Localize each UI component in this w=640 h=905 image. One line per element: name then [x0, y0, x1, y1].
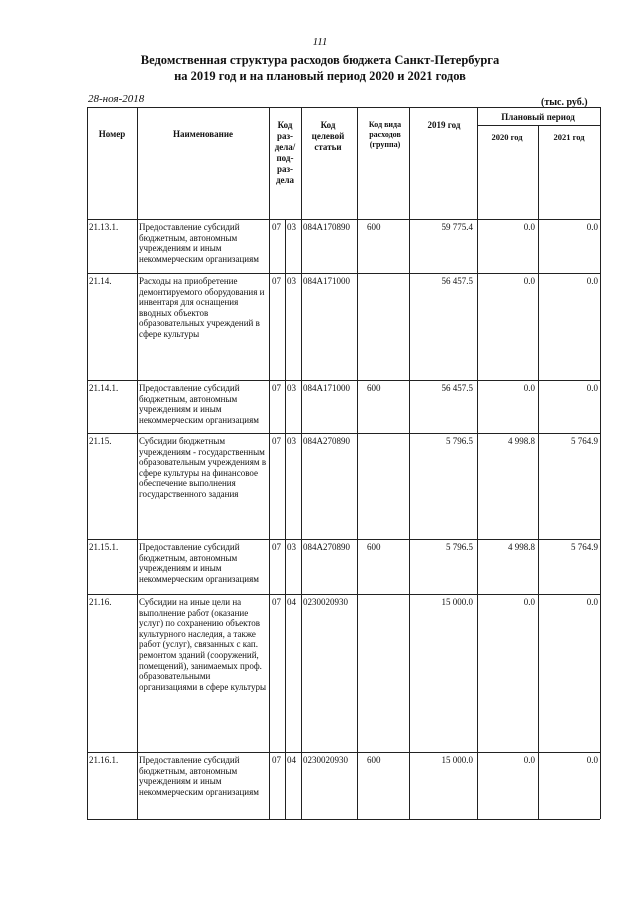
row-value-2019: 5 796.5 — [446, 542, 473, 552]
row-divider — [87, 219, 600, 220]
row-value-2020: 0.0 — [523, 383, 535, 393]
header-2021: 2021 год — [553, 132, 585, 142]
row-divider — [87, 539, 600, 540]
row-target-code: 084А170890 — [303, 222, 350, 232]
row-divider — [87, 594, 600, 595]
row-name: Субсидии бюджетным учреждениям - государственным образовательным учреждениям в сфере культуры на финансовое обеспечение выполнения государственного задания — [139, 436, 267, 499]
row-number: 21.14.1. — [89, 383, 119, 393]
row-value-2019: 59 775.4 — [441, 222, 473, 232]
row-name: Предоставление субсидий бюджетным, автономным учреждениям и иным некоммерческим организациям — [139, 542, 259, 584]
title-line-2: на 2019 год и на плановый период 2020 и 2021 годов — [174, 69, 466, 83]
column-divider — [600, 107, 601, 819]
row-number: 21.15. — [89, 436, 112, 446]
row-section-code: 07 — [272, 597, 281, 607]
column-divider — [301, 107, 302, 819]
row-expense-type: 600 — [367, 542, 381, 552]
row-value-2020: 0.0 — [523, 597, 535, 607]
row-subsection-code: 03 — [287, 222, 296, 232]
row-name: Предоставление субсидий бюджетным, автономным учреждениям и иным некоммерческим организациям — [139, 755, 259, 797]
column-divider — [357, 107, 358, 819]
header-section-code: Код раз- дела/ под- раз- дела — [274, 120, 296, 185]
row-section-code: 07 — [272, 383, 281, 393]
column-divider — [137, 107, 138, 819]
row-target-code: 0230020930 — [303, 755, 348, 765]
row-section-code: 07 — [272, 276, 281, 286]
row-divider — [87, 819, 600, 820]
row-number: 21.14. — [89, 276, 112, 286]
row-target-code: 084А171000 — [303, 383, 350, 393]
section-subsection-divider — [285, 219, 286, 819]
row-name: Субсидии на иные цели на выполнение работ (оказание услуг) по сохранению объектов культурного наследия, а также работ (услуг), связанных с кап. ремонтом зданий (сооружений, помещений), занимаемых проф. образовательными организациями в сфере культуры — [139, 597, 267, 692]
row-value-2021: 0.0 — [586, 597, 598, 607]
units-label: (тыс. руб.) — [541, 97, 588, 108]
row-value-2021: 0.0 — [586, 222, 598, 232]
row-value-2019: 56 457.5 — [441, 383, 473, 393]
row-value-2019: 15 000.0 — [441, 755, 473, 765]
row-name: Предоставление субсидий бюджетным, автономным учреждениям и иным некоммерческим организациям — [139, 383, 259, 425]
title-line-1: Ведомственная структура расходов бюджета Санкт-Петербурга — [140, 53, 500, 67]
row-value-2020: 0.0 — [523, 222, 535, 232]
row-value-2020: 4 998.8 — [508, 542, 535, 552]
row-section-code: 07 — [272, 436, 281, 446]
header-name: Наименование — [173, 129, 233, 139]
row-value-2021: 0.0 — [586, 276, 598, 286]
row-target-code: 0230020930 — [303, 597, 348, 607]
column-divider — [269, 107, 270, 819]
row-section-code: 07 — [272, 542, 281, 552]
row-divider — [87, 273, 600, 274]
row-subsection-code: 04 — [287, 755, 296, 765]
row-value-2019: 5 796.5 — [446, 436, 473, 446]
row-divider — [87, 752, 600, 753]
row-value-2021: 5 764.9 — [571, 542, 598, 552]
row-subsection-code: 03 — [287, 383, 296, 393]
planned-period-divider — [477, 125, 600, 126]
row-value-2019: 15 000.0 — [441, 597, 473, 607]
row-expense-type: 600 — [367, 383, 381, 393]
column-divider — [409, 107, 410, 819]
page-number: 111 — [312, 36, 328, 48]
row-subsection-code: 03 — [287, 436, 296, 446]
row-value-2020: 0.0 — [523, 755, 535, 765]
header-2020: 2020 год — [491, 132, 523, 142]
header-planned-period: Плановый период — [501, 112, 575, 122]
row-number: 21.13.1. — [89, 222, 119, 232]
row-expense-type: 600 — [367, 222, 381, 232]
column-divider — [87, 107, 88, 819]
row-name: Предоставление субсидий бюджетным, автономным учреждениям и иным некоммерческим организациям — [139, 222, 259, 264]
row-value-2021: 0.0 — [586, 755, 598, 765]
row-section-code: 07 — [272, 222, 281, 232]
row-section-code: 07 — [272, 755, 281, 765]
row-expense-type: 600 — [367, 755, 381, 765]
row-value-2020: 0.0 — [523, 276, 535, 286]
row-subsection-code: 03 — [287, 542, 296, 552]
header-expense-type: Код вида расходов (группа) — [368, 120, 402, 149]
header-target-code: Код целевой статьи — [311, 120, 345, 152]
row-subsection-code: 03 — [287, 276, 296, 286]
row-value-2021: 5 764.9 — [571, 436, 598, 446]
row-divider — [87, 107, 600, 108]
row-divider — [87, 433, 600, 434]
row-divider — [87, 380, 600, 381]
row-value-2019: 56 457.5 — [441, 276, 473, 286]
row-value-2021: 0.0 — [586, 383, 598, 393]
row-name: Расходы на приобретение демонтируемого оборудования и инвентаря для оснащения вводных объектов образовательных учреждений в сфере культуры — [139, 276, 265, 339]
document-title — [0, 52, 640, 84]
row-number: 21.16. — [89, 597, 112, 607]
row-target-code: 084А270890 — [303, 436, 350, 446]
row-target-code: 084А270890 — [303, 542, 350, 552]
column-divider — [477, 107, 478, 819]
row-value-2020: 4 998.8 — [508, 436, 535, 446]
document-date: 28-ноя-2018 — [88, 93, 145, 105]
header-number: Номер — [98, 129, 126, 139]
header-2019: 2019 год — [427, 120, 461, 130]
row-subsection-code: 04 — [287, 597, 296, 607]
row-target-code: 084А171000 — [303, 276, 350, 286]
row-number: 21.15.1. — [89, 542, 119, 552]
row-number: 21.16.1. — [89, 755, 119, 765]
